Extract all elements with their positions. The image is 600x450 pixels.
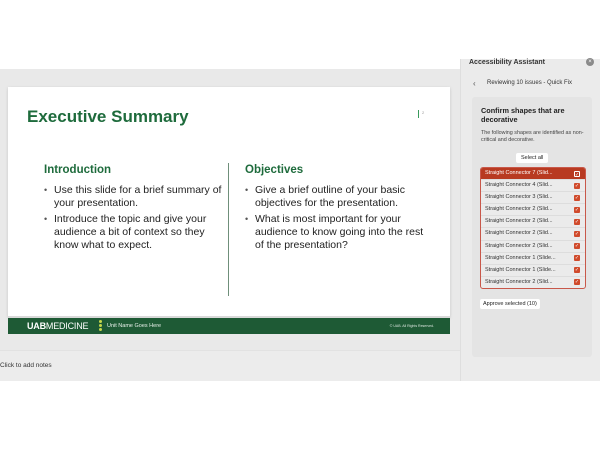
copyright: © UAB. All Rights Reserved. [389,324,434,328]
powerpoint-window [0,59,600,381]
bullet: • Introduce the topic and give your audience a bit of context so they know what to expect. [44,213,224,252]
slide-footer [8,318,450,334]
unit-name: Unit Name Goes Here [107,323,162,329]
notes-placeholder[interactable]: Click to add notes [0,362,52,369]
checkbox-checked-icon[interactable]: ✓ [574,279,580,286]
objectives-heading: Objectives [245,164,304,176]
back-chevron-icon[interactable]: ‹ [473,79,476,88]
column-divider[interactable] [228,163,229,296]
checkbox-checked-icon[interactable]: ✓ [575,171,580,178]
close-icon[interactable]: × [586,58,594,66]
list-item[interactable]: Straight Connector 2 (Slid... ✓ [481,204,585,216]
notes-pane[interactable] [0,350,460,381]
slide-canvas[interactable] [8,87,450,331]
objectives-column[interactable] [245,164,425,255]
checkbox-checked-icon[interactable]: ✓ [574,255,580,262]
slide-number-bar [418,110,419,118]
checkbox-checked-icon[interactable]: ✓ [574,206,580,213]
slide-editor [0,69,460,381]
slide-number: 2 [422,110,425,115]
checkbox-checked-icon[interactable]: ✓ [574,194,580,201]
card-description: The following shapes are identified as non-critical and decorative. [481,130,584,143]
decorative-shapes-card [472,97,592,357]
list-item[interactable]: Straight Connector 2 (Slid... ✓ [481,216,585,228]
checkbox-checked-icon[interactable]: ✓ [574,218,580,225]
review-status: Reviewing 10 issues - Quick Fix [487,80,573,86]
introduction-column[interactable] [44,164,224,255]
list-item[interactable]: Straight Connector 3 (Slid... ✓ [481,192,585,204]
approve-selected-button[interactable]: Approve selected (10) [480,299,540,309]
card-heading: Confirm shapes that are decorative [481,106,565,124]
checkbox-checked-icon[interactable]: ✓ [574,267,580,274]
bullet: • Give a brief outline of your basic objectives for the presentation. [245,184,425,210]
logo-separator-icon [99,320,102,332]
panel-title: Accessibility Assistant [469,59,545,66]
bullet: • Use this slide for a brief summary of your presentation. [44,184,224,210]
uab-medicine-logo: UABMEDICINE [27,321,89,331]
slide-title[interactable]: Executive Summary [27,107,189,126]
checkbox-checked-icon[interactable]: ✓ [574,243,580,250]
list-item[interactable]: Straight Connector 2 (Slid... ✓ [481,228,585,240]
select-all-button[interactable]: Select all [516,153,548,163]
checkbox-checked-icon[interactable]: ✓ [574,182,580,189]
checkbox-checked-icon[interactable]: ✓ [574,230,580,237]
shape-list[interactable] [480,167,586,289]
list-item[interactable]: Straight Connector 4 (Slid... ✓ [481,180,585,192]
list-item[interactable]: Straight Connector 2 (Slid... ✓ [481,241,585,253]
list-item[interactable]: Straight Connector 2 (Slid... ✓ [481,277,585,289]
accessibility-assistant-panel [460,59,600,381]
bullet: • What is most important for your audience to know going into the rest of the presentation? [245,213,425,252]
list-item[interactable]: Straight Connector 1 (Slide... ✓ [481,253,585,265]
introduction-heading: Introduction [44,164,112,176]
list-item[interactable]: Straight Connector 1 (Slide... ✓ [481,265,585,277]
list-item[interactable]: Straight Connector 7 (Slid... ✓ [481,168,585,180]
